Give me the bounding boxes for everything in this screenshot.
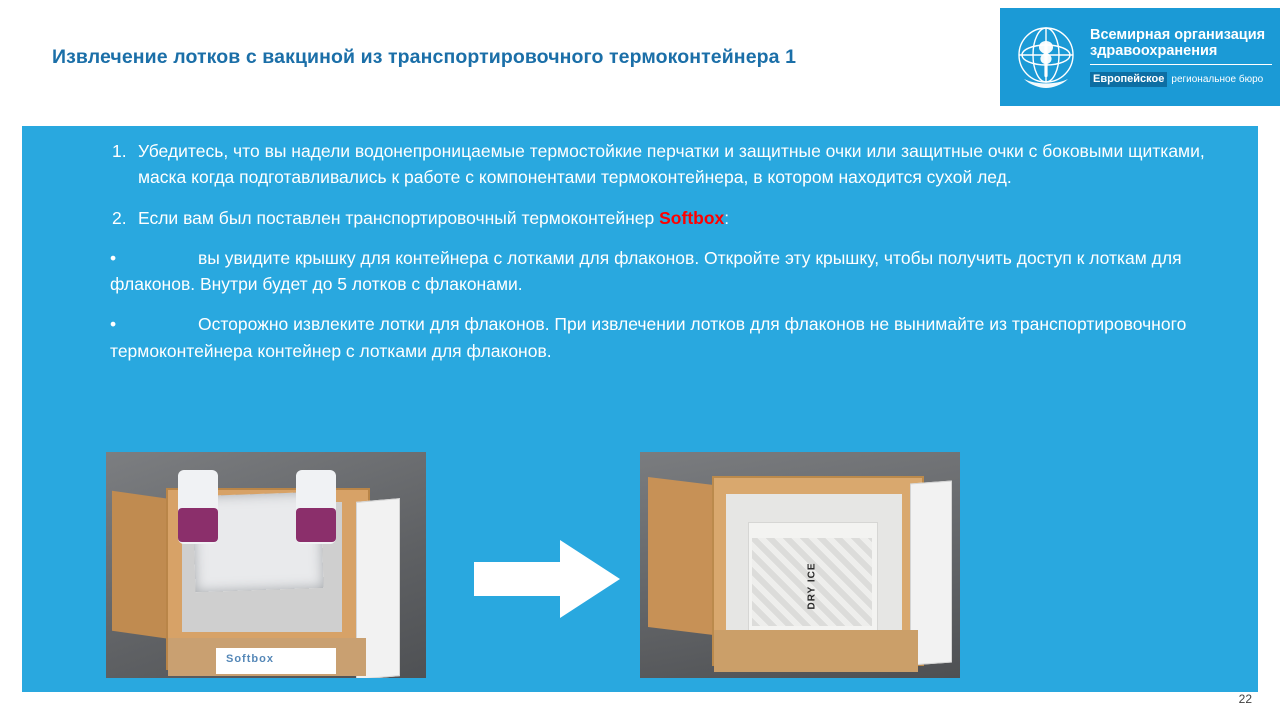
page-number: 22	[1238, 692, 1252, 706]
bullet-1-marker: •	[110, 247, 117, 268]
bullet-1-text: вы увидите крышку для контейнера с лотками для флаконов. Откройте эту крышку, чтобы получить доступ к лоткам для флаконов. Внутри будет до 5 лотков с флаконами.	[110, 247, 1182, 294]
who-org-line2: здравоохранения	[1090, 43, 1218, 60]
photo-left-glove-left	[178, 508, 218, 542]
who-region-tag: Европейское	[1090, 72, 1167, 87]
softbox-brand-label: Softbox	[659, 207, 725, 228]
page-title: Извлечение лотков с вакциной из транспортировочного термоконтейнера 1	[52, 46, 797, 68]
who-logo	[1000, 8, 1280, 106]
photo-opened-container	[640, 452, 960, 678]
photo-left-label-text: Softbox	[226, 653, 274, 665]
bullet-item-2	[110, 311, 1220, 364]
right-arrow-icon	[474, 538, 620, 620]
instruction-list	[112, 138, 1220, 378]
bullet-2-text: Осторожно извлеките лотки для флаконов. При извлечении лотков для флаконов не вынимайте из транспортировочного термоконтейнера контейнер с лотками для флаконов.	[110, 314, 1187, 361]
bullet-2-marker: •	[110, 314, 117, 335]
logo-divider	[1090, 64, 1272, 65]
list-item-1-text: Убедитесь, что вы надели водонепроницаемые термостойкие перчатки и защитные очки или защитные очки с боковыми щитками, маска когда подготавливались к работе с компонентами термоконтейнера, в котором находится сухой лед.	[138, 141, 1205, 188]
photo-right-label-text: DRY ICE	[806, 562, 818, 610]
list-item-2-text-after: :	[724, 207, 730, 228]
photo-opening-container	[106, 452, 426, 678]
list-item-2-text-before: Если вам был поставлен транспортировочный термоконтейнер	[138, 207, 660, 228]
list-item-2	[112, 205, 1220, 231]
content-panel	[22, 126, 1258, 692]
list-item-1-number: 1.	[112, 141, 127, 161]
bullet-item-1	[110, 245, 1220, 298]
who-region-sub: региональное бюро	[1171, 73, 1264, 85]
who-emblem-icon	[1008, 17, 1084, 97]
photo-right-front-flap	[714, 630, 918, 672]
list-item-2-number: 2.	[112, 207, 127, 228]
list-item-1	[112, 138, 1220, 191]
photo-left-glove-right	[296, 508, 336, 542]
who-org-line1: Всемирная организация	[1090, 26, 1266, 43]
